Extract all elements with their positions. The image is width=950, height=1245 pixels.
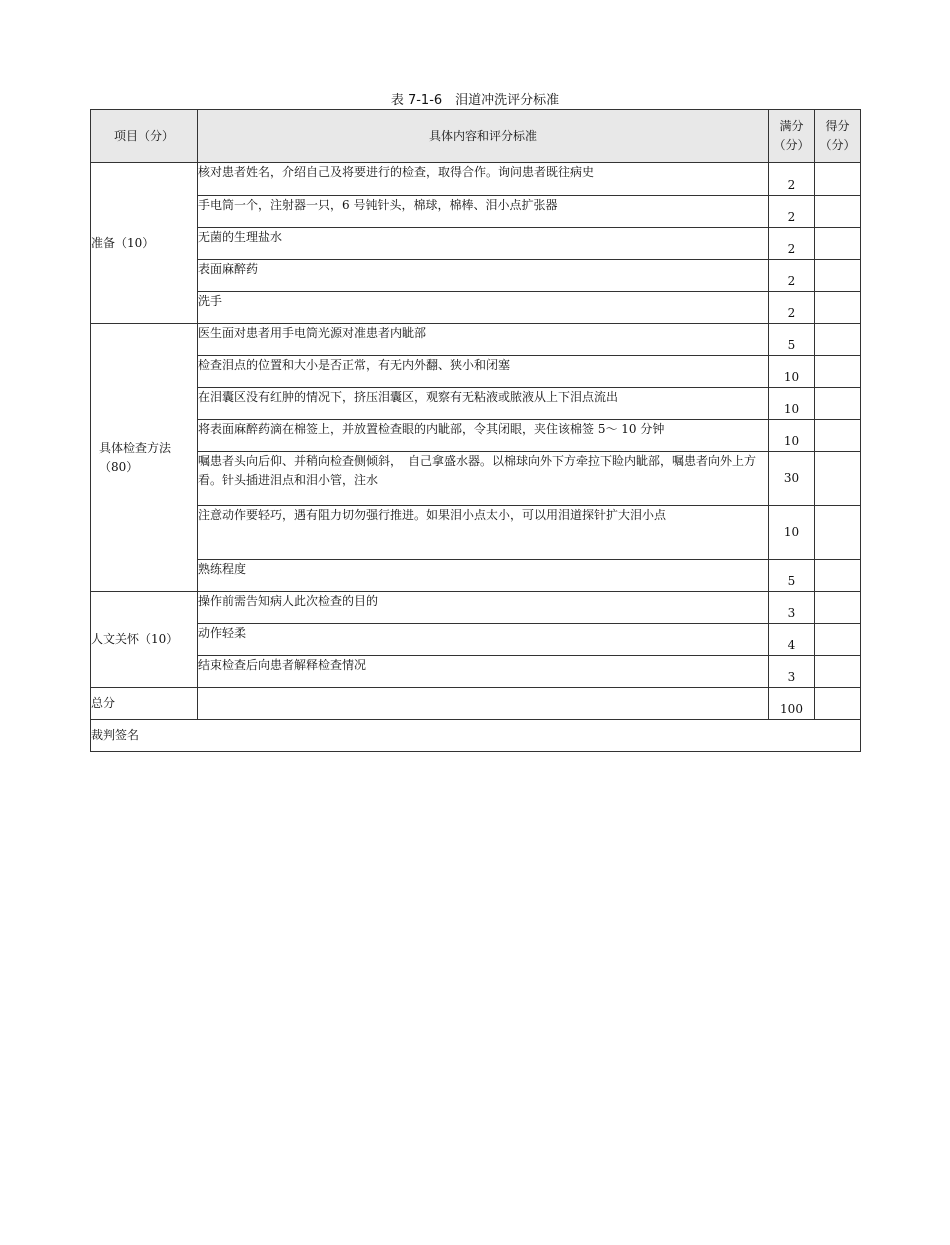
criterion-text: 动作轻柔 <box>198 624 769 656</box>
score-cell[interactable] <box>815 624 861 656</box>
table-row <box>91 592 861 624</box>
score-cell[interactable] <box>815 260 861 292</box>
table-row <box>91 560 861 592</box>
header-obtained-score: 得分（分） <box>815 110 861 163</box>
criterion-text: 将表面麻醉药滴在棉签上，并放置检查眼的内眦部，令其闭眼，夹住该棉签 5～ 10 分钟 <box>198 420 769 452</box>
score-cell[interactable] <box>815 420 861 452</box>
max-score: 4 <box>769 624 815 656</box>
max-score: 5 <box>769 560 815 592</box>
criterion-text: 熟练程度 <box>198 560 769 592</box>
score-cell[interactable] <box>815 388 861 420</box>
criterion-text: 洗手 <box>198 292 769 324</box>
table-row <box>91 656 861 688</box>
max-score: 10 <box>769 356 815 388</box>
header-item: 项目（分） <box>91 110 198 163</box>
total-content <box>198 688 769 720</box>
table-row <box>91 163 861 196</box>
criterion-text: 手电筒一个，注射器一只，6 号钝针头，棉球，棉棒、泪小点扩张器 <box>198 196 769 228</box>
table-row <box>91 356 861 388</box>
criterion-text: 核对患者姓名，介绍自己及将要进行的检查，取得合作。询问患者既往病史 <box>198 163 769 196</box>
score-cell[interactable] <box>815 196 861 228</box>
total-label: 总分 <box>91 688 198 720</box>
score-cell[interactable] <box>815 163 861 196</box>
max-score: 2 <box>769 163 815 196</box>
table-row <box>91 196 861 228</box>
judge-signature[interactable]: 裁判签名 <box>91 720 861 752</box>
criterion-text: 嘱患者头向后仰、并稍向检查侧倾斜， 自己拿盛水器。以棉球向外下方牵拉下睑内眦部，嘱患者向外上方看。针头插进泪点和泪小管，注水 <box>198 452 769 506</box>
total-max-score: 100 <box>769 688 815 720</box>
criterion-text: 注意动作要轻巧，遇有阻力切勿强行推进。如果泪小点太小，可以用泪道探针扩大泪小点 <box>198 506 769 560</box>
criterion-text: 在泪囊区没有红肿的情况下，挤压泪囊区，观察有无粘液或脓液从上下泪点流出 <box>198 388 769 420</box>
category-preparation: 准备（10） <box>91 163 198 324</box>
table-row <box>91 388 861 420</box>
criterion-text: 医生面对患者用手电筒光源对准患者内眦部 <box>198 324 769 356</box>
criterion-text: 结束检查后向患者解释检查情况 <box>198 656 769 688</box>
max-score: 2 <box>769 260 815 292</box>
criterion-text: 操作前需告知病人此次检查的目的 <box>198 592 769 624</box>
score-cell[interactable] <box>815 324 861 356</box>
score-cell[interactable] <box>815 560 861 592</box>
table-row <box>91 506 861 560</box>
criterion-text: 表面麻醉药 <box>198 260 769 292</box>
max-score: 10 <box>769 388 815 420</box>
category-procedure <box>91 324 198 592</box>
max-score: 30 <box>769 452 815 506</box>
max-score: 2 <box>769 292 815 324</box>
header-content: 具体内容和评分标准 <box>198 110 769 163</box>
table-row <box>91 228 861 260</box>
table-caption: 表 7-1-6 泪道冲洗评分标准 <box>390 93 560 108</box>
max-score: 2 <box>769 196 815 228</box>
score-cell[interactable] <box>815 506 861 560</box>
total-row <box>91 688 861 720</box>
table-row <box>91 324 861 356</box>
signature-row <box>91 720 861 752</box>
header-row <box>91 110 861 163</box>
max-score: 3 <box>769 656 815 688</box>
max-score: 3 <box>769 592 815 624</box>
max-score: 5 <box>769 324 815 356</box>
criterion-text: 检查泪点的位置和大小是否正常，有无内外翻、狭小和闭塞 <box>198 356 769 388</box>
table-row <box>91 624 861 656</box>
score-cell[interactable] <box>815 452 861 506</box>
table-row <box>91 260 861 292</box>
score-cell[interactable] <box>815 592 861 624</box>
score-cell[interactable] <box>815 228 861 260</box>
table-row <box>91 420 861 452</box>
max-score: 10 <box>769 506 815 560</box>
criterion-text: 无菌的生理盐水 <box>198 228 769 260</box>
score-cell[interactable] <box>815 356 861 388</box>
max-score: 2 <box>769 228 815 260</box>
scoring-table <box>90 109 861 752</box>
table-row <box>91 452 861 506</box>
max-score: 10 <box>769 420 815 452</box>
score-cell[interactable] <box>815 292 861 324</box>
category-procedure-label: 具体检查方法（80） <box>99 440 172 474</box>
total-score-cell[interactable] <box>815 688 861 720</box>
table-row <box>91 292 861 324</box>
header-max-score: 满分（分） <box>769 110 815 163</box>
score-cell[interactable] <box>815 656 861 688</box>
category-humanistic-care: 人文关怀（10） <box>91 592 198 688</box>
